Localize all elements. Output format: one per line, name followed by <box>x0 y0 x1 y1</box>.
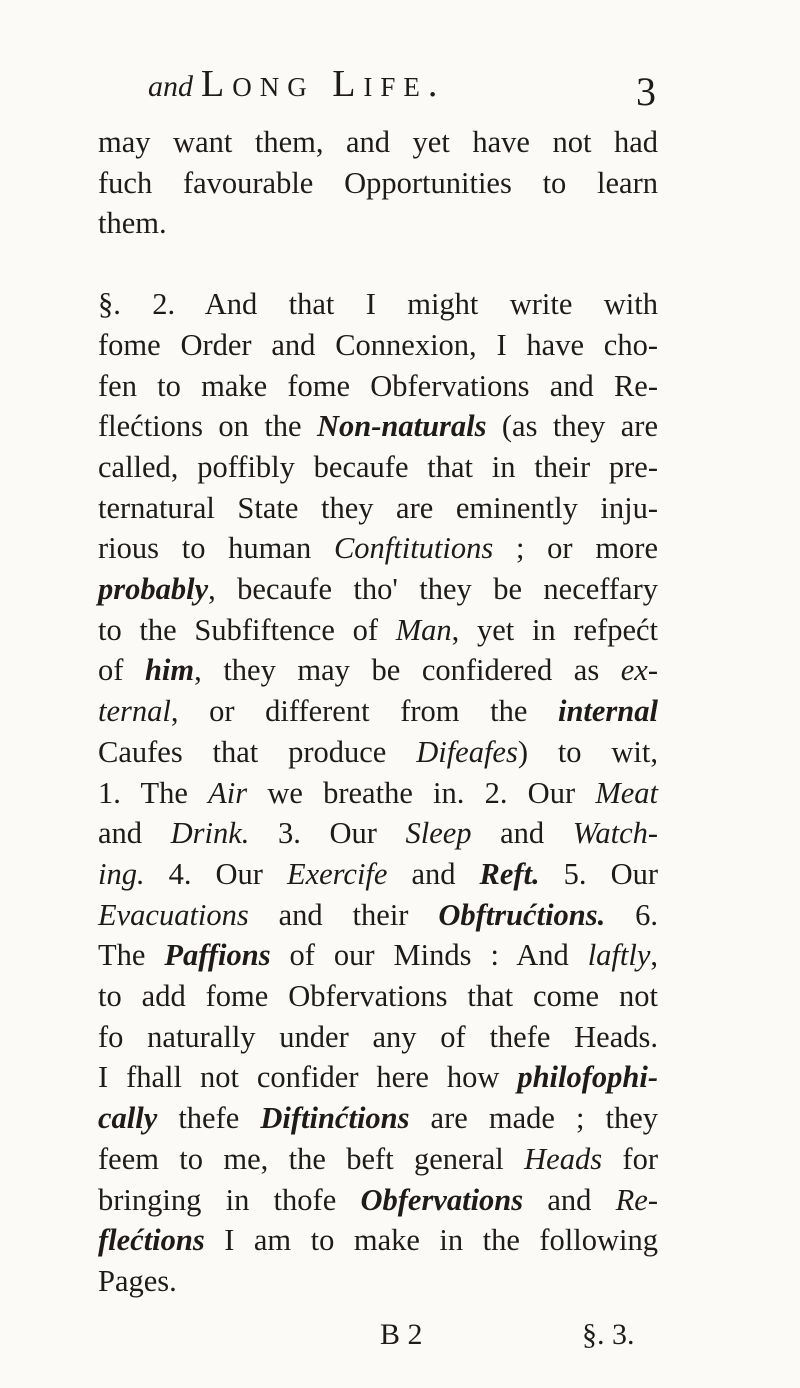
text-line <box>98 1261 658 1302</box>
emphasis-text: cally <box>98 1101 158 1136</box>
body-text <box>98 122 658 1302</box>
signature-mark: B 2 <box>380 1318 423 1351</box>
text-run: (as they are <box>486 409 658 444</box>
text-line <box>98 284 658 325</box>
text-line <box>98 1220 658 1261</box>
running-head-title: Long Life. <box>201 63 446 105</box>
text-line <box>98 1180 658 1221</box>
text-run: , yet in refpećt <box>451 612 659 647</box>
running-head <box>148 62 445 106</box>
text-line <box>98 610 658 651</box>
text-line <box>98 976 658 1017</box>
text-line <box>98 895 658 936</box>
text-line <box>98 773 658 814</box>
text-run: 1. The <box>98 775 209 810</box>
text-run: , they may be confidered as <box>194 653 621 688</box>
emphasis-text: Conftitutions <box>333 531 494 566</box>
text-run: feem to me, the beft general <box>98 1141 525 1176</box>
text-run: 6. <box>605 897 658 932</box>
emphasis-text: Non-naturals <box>316 409 487 444</box>
text-line <box>98 935 658 976</box>
text-line <box>98 406 658 447</box>
text-run: to add fome Obfervations that come not <box>98 979 658 1014</box>
text-run: fo naturally under any of thefe Heads. <box>98 1019 658 1054</box>
text-line <box>98 163 658 204</box>
emphasis-text: flećtions <box>98 1223 205 1258</box>
text-line <box>98 691 658 732</box>
paragraph-gap <box>98 244 658 284</box>
text-run: , or different from the <box>170 694 558 729</box>
text-run: them. <box>98 206 167 241</box>
catchword: §. 3. <box>582 1318 635 1351</box>
text-run: §. 2. And that I might write with <box>98 287 658 322</box>
text-line <box>98 325 658 366</box>
text-run: and <box>523 1182 616 1217</box>
running-head-prefix: and <box>148 70 193 103</box>
text-line <box>98 203 658 244</box>
emphasis-text: Drink. <box>170 816 250 851</box>
emphasis-text: Exercife <box>286 856 388 891</box>
text-line <box>98 366 658 407</box>
text-run: , becaufe tho' they be neceffary <box>208 572 658 607</box>
page-number: 3 <box>636 69 656 114</box>
text-run: flećtions on the <box>98 409 317 444</box>
emphasis-text: Evacuations <box>98 897 249 932</box>
text-run: and <box>98 816 171 851</box>
text-line <box>98 1057 658 1098</box>
emphasis-text: Air <box>208 775 248 810</box>
emphasis-text: philofophi- <box>517 1060 658 1095</box>
paragraph <box>98 284 658 1302</box>
text-run: we breathe in. 2. Our <box>247 775 596 810</box>
text-run: of our Minds : And <box>270 938 588 973</box>
text-line <box>98 1139 658 1180</box>
text-run: may want them, and yet have not had <box>98 125 658 159</box>
text-run: fuch favourable Opportunities to learn <box>98 165 658 200</box>
text-run: and their <box>248 897 439 932</box>
text-run: and <box>471 816 573 851</box>
text-run: I am to make in the following <box>204 1223 658 1258</box>
emphasis-text: Sleep <box>405 816 472 851</box>
text-run: bringing in thofe <box>98 1182 361 1217</box>
text-run: 3. Our <box>249 816 406 851</box>
emphasis-text: ex- <box>620 653 658 688</box>
emphasis-text: Heads <box>524 1141 603 1176</box>
emphasis-text: Reft. <box>479 856 540 891</box>
text-run: fome Order and Connexion, I have cho- <box>98 327 658 362</box>
text-line <box>98 122 658 163</box>
text-line <box>98 528 658 569</box>
text-run: are made ; they <box>409 1101 658 1136</box>
text-line <box>98 732 658 773</box>
text-line <box>98 1098 658 1139</box>
text-run: I fhall not confider here how <box>98 1060 518 1095</box>
text-line <box>98 813 658 854</box>
text-run: for <box>602 1141 658 1176</box>
emphasis-text: Watch- <box>572 816 659 851</box>
emphasis-text: Paffions <box>164 938 271 973</box>
emphasis-text: internal <box>557 694 658 729</box>
text-run: ternatural State they are eminently inju- <box>98 490 658 525</box>
emphasis-text: ing. <box>98 856 145 891</box>
text-line <box>98 488 658 529</box>
text-run: Caufes that produce <box>98 734 417 769</box>
emphasis-text: Re- <box>615 1182 658 1217</box>
text-run: fen to make fome Obfervations and Re- <box>98 368 658 403</box>
text-line <box>98 569 658 610</box>
text-run: Pages. <box>98 1263 177 1298</box>
text-line <box>98 854 658 895</box>
emphasis-text: Obfervations <box>360 1182 524 1217</box>
text-run: 4. Our <box>144 856 287 891</box>
text-run: , <box>650 938 659 973</box>
text-run: to the Subfiftence of <box>98 612 396 647</box>
text-run: ; or more <box>493 531 658 566</box>
text-run: ) to wit, <box>517 734 658 769</box>
page-footer <box>0 1318 800 1368</box>
text-line <box>98 650 658 691</box>
paragraph <box>98 122 658 244</box>
emphasis-text: ternal <box>98 694 171 729</box>
emphasis-text: probably <box>98 572 209 607</box>
emphasis-text: Diftinćtions <box>260 1101 410 1136</box>
text-run: The <box>98 938 165 973</box>
text-run: rious to human <box>98 531 334 566</box>
emphasis-text: laftly <box>587 938 651 973</box>
text-run: called, poffibly becaufe that in their pre- <box>98 449 658 484</box>
page-header <box>0 62 800 122</box>
text-run: 5. Our <box>539 856 658 891</box>
text-line <box>98 447 658 488</box>
emphasis-text: him <box>144 653 195 688</box>
text-run: of <box>98 653 145 688</box>
text-line <box>98 1017 658 1058</box>
emphasis-text: Difeafes <box>416 734 518 769</box>
emphasis-text: Obftrućtions. <box>438 897 606 932</box>
text-run: thefe <box>157 1101 261 1136</box>
text-run: and <box>387 856 480 891</box>
emphasis-text: Man <box>395 612 452 647</box>
emphasis-text: Meat <box>595 775 658 810</box>
